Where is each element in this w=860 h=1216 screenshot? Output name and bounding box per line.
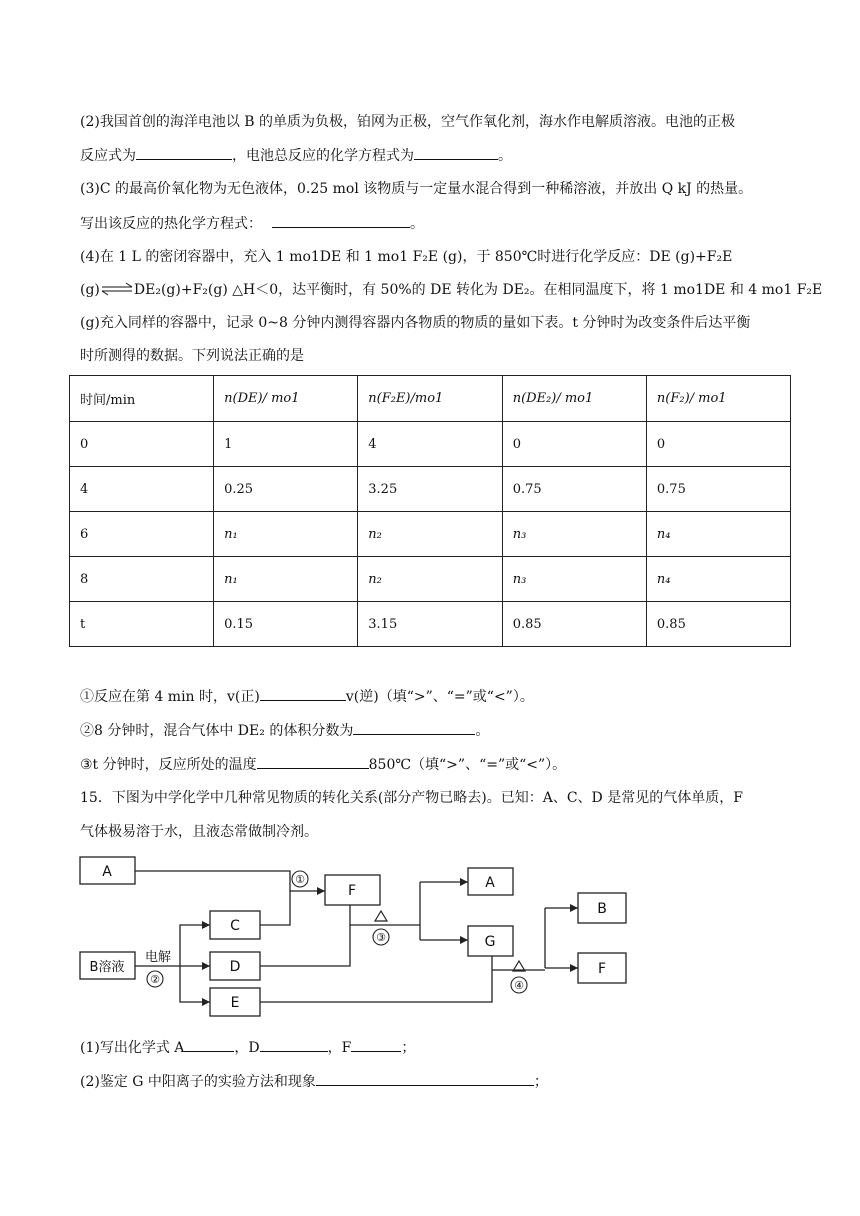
q14-part4-line4: 时所测得的数据。下列说法正确的是 bbox=[80, 348, 304, 364]
table-cell: 0.75 bbox=[646, 467, 790, 512]
box-label: A bbox=[485, 875, 495, 891]
heat-triangle-icon bbox=[375, 911, 387, 921]
table-cell: n₃ bbox=[502, 557, 646, 602]
table-cell: n₂ bbox=[358, 512, 502, 557]
q14-sub3: ③t 分钟时，反应所处的温度 850℃（填“>”、“=”或“<”）。 bbox=[80, 754, 566, 775]
step-label: ④ bbox=[514, 979, 524, 992]
electrolysis-label: 电解 bbox=[144, 950, 172, 965]
table-cell: n₁ bbox=[214, 557, 358, 602]
table-cell: 0 bbox=[502, 422, 646, 467]
table-cell: 0 bbox=[646, 422, 790, 467]
table-cell: 0.85 bbox=[502, 602, 646, 647]
q15-sub1: (1)写出化学式 A ，D ，F ； bbox=[80, 1037, 415, 1058]
q14-part3-line2: 写出该反应的热化学方程式： 。 bbox=[80, 213, 424, 234]
box-label: E bbox=[230, 995, 240, 1011]
arrow-icon bbox=[460, 878, 468, 886]
box-label: D bbox=[229, 959, 241, 975]
step-label: ③ bbox=[376, 931, 386, 944]
box-label: F bbox=[347, 883, 357, 899]
arrow-icon bbox=[570, 904, 578, 912]
table-header-cell: 时间/min bbox=[70, 376, 214, 422]
table-cell: 8 bbox=[70, 557, 214, 602]
box-label: F bbox=[597, 961, 607, 977]
table-cell: 0.25 bbox=[214, 467, 358, 512]
q14-part2-line1: (2)我国首创的海洋电池以 B 的单质为负极，铂网为正极，空气作氧化剂，海水作电解质溶液。电池的正极 bbox=[80, 114, 736, 130]
table-header-cell: n(DE)/ mo1 bbox=[214, 376, 358, 422]
q14-part4-line3: (g)充入同样的容器中，记录 0~8 分钟内测得容器内各物质的物质的量如下表。t 分钟时为改变条件后达平衡 bbox=[80, 315, 751, 331]
table-header-cell: n(DE₂)/ mo1 bbox=[502, 376, 646, 422]
q15-intro-line1: 15．下图为中学化学中几种常见物质的转化关系(部分产物已略去)。已知：A、C、D 是常见的气体单质，F bbox=[80, 790, 743, 806]
answer-blank bbox=[260, 1037, 328, 1052]
table-cell: 4 bbox=[358, 422, 502, 467]
q14-part4-line2: (g) DE₂(g)+F₂(g) △H＜0，达平衡时，有 50%的 DE 转化为 DE₂。在相同温度下，将 1 mo1DE 和 4 mo1 F₂E bbox=[80, 282, 823, 298]
table-header-cell: n(F₂)/ mo1 bbox=[646, 376, 790, 422]
step-label: ② bbox=[150, 973, 160, 986]
box-label: G bbox=[484, 934, 496, 950]
table-header-cell: n(F₂E)/mo1 bbox=[358, 376, 502, 422]
table-cell: 0 bbox=[70, 422, 214, 467]
table-cell: n₄ bbox=[646, 512, 790, 557]
table-cell: n₃ bbox=[502, 512, 646, 557]
box-label: C bbox=[230, 918, 240, 934]
table-cell: 0.85 bbox=[646, 602, 790, 647]
table-cell: n₁ bbox=[214, 512, 358, 557]
box-label: B溶液 bbox=[89, 960, 125, 975]
table-cell: 0.15 bbox=[214, 602, 358, 647]
answer-blank bbox=[316, 1071, 534, 1086]
q15-sub2: (2)鉴定 G 中阳离子的实验方法和现象 ； bbox=[80, 1071, 548, 1092]
q14-sub2: ②8 分钟时，混合气体中 DE₂ 的体积分数为 。 bbox=[80, 720, 489, 741]
table-cell: 4 bbox=[70, 467, 214, 512]
table-cell: n₄ bbox=[646, 557, 790, 602]
q14-sub1: ①反应在第 4 min 时，v(正) v(逆)（填“>”、“=”或“<”）。 bbox=[80, 686, 534, 707]
arrow-icon bbox=[202, 998, 210, 1006]
table-cell: 6 bbox=[70, 512, 214, 557]
table-cell: 0.75 bbox=[502, 467, 646, 512]
box-label: A bbox=[102, 864, 112, 880]
q14-part4-line1: (4)在 1 L 的密闭容器中，充入 1 mo1DE 和 1 mo1 F₂E (g)，于 850℃时进行化学反应：DE (g)+F₂E bbox=[80, 249, 733, 265]
step-label: ① bbox=[295, 873, 305, 886]
table-cell: t bbox=[70, 602, 214, 647]
table-cell: 3.25 bbox=[358, 467, 502, 512]
answer-blank bbox=[184, 1037, 234, 1052]
box-label: B bbox=[597, 901, 607, 917]
arrow-icon bbox=[317, 887, 325, 895]
arrow-icon bbox=[202, 962, 210, 970]
arrow-icon bbox=[202, 921, 210, 929]
arrow-icon bbox=[460, 936, 468, 944]
arrow-icon bbox=[570, 964, 578, 972]
table-cell: 1 bbox=[214, 422, 358, 467]
answer-blank bbox=[351, 1037, 401, 1052]
q15-intro-line2: 气体极易溶于水，且液态常做制冷剂。 bbox=[80, 824, 318, 840]
table-cell: n₂ bbox=[358, 557, 502, 602]
q14-part3-line1: (3)C 的最高价氧化物为无色液体，0.25 mol 该物质与一定量水混合得到一种稀溶液，并放出 Q kJ 的热量。 bbox=[80, 181, 753, 197]
table-cell: 3.15 bbox=[358, 602, 502, 647]
q14-part2-line2: 反应式为 ，电池总反应的化学方程式为 。 bbox=[80, 145, 512, 166]
